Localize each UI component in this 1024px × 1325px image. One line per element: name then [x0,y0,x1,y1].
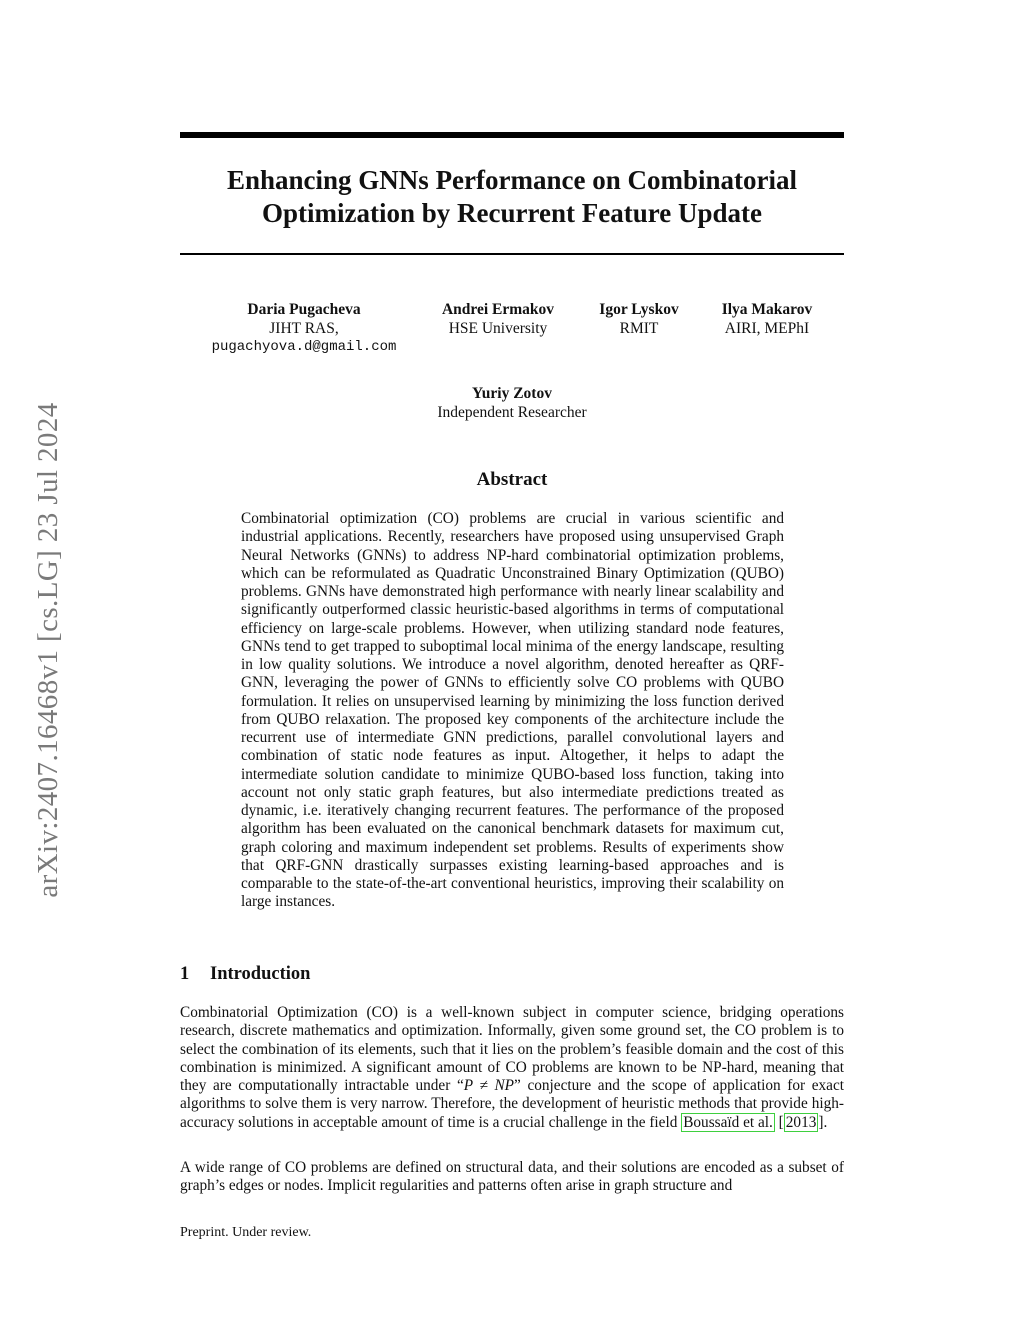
author-email[interactable]: pugachyova.d@gmail.com [211,339,397,355]
author-block-4 [704,300,830,338]
section-heading-introduction [180,964,844,985]
author-name: Igor Lyskov [599,301,679,318]
author-name: Daria Pugacheva [247,301,361,318]
author-block-3 [584,300,694,338]
paper-title: Enhancing GNNs Performance on Combinatorial Optimization by Recurrent Feature Update [227,165,797,228]
intro-text: Combinatorial Optimization (CO) is a well-known subject in computer science, bridging operations research, discrete mathematics and optimization. Informally, given some ground set, the CO problem is to select the combination of its elements, such that it lies on the problem’s feasible domain and the cost of this combination is minimized. A significant amount of CO problems are known to be NP-hard, meaning that they are computationally intractable under “ [180,1004,844,1095]
author-block-5 [412,384,612,422]
author-affiliation: Independent Researcher [437,404,587,421]
inline-math: P ≠ NP [463,1077,515,1095]
intro-paragraph-1: Combinatorial Optimization (CO) is a well-known subject in computer science, bridging operations research, discrete mathematics and optimization. Informally, given some ground set, the CO problem is to select the combination of its elements, such that it lies on the problem’s feasible domain and the cost of this combination is minimized. A significant amount of CO problems are known to be NP-hard, meaning that they are computationally intractable under “P ≠ NP” conjecture and the scope of application for exact algorithms to solve them is very narrow. Therefore, the development of heuristic methods that provide high-accuracy solutions in acceptable amount of time is a crucial challenge in the field Boussaïd et al. [ 2013 ]. [180,1004,844,1131]
author-block-1 [204,300,404,357]
section-title: Introduction [210,964,311,984]
author-affiliation: HSE University [448,320,548,337]
arxiv-identifier-sidebar: arXiv:2407.16468v1 [cs.LG] 23 Jul 2024 [32,402,64,898]
abstract-body: Combinatorial optimization (CO) problems are crucial in various scientific and industrial applications. Recently, researchers have proposed using unsupervised Graph Neural Networks (GNNs) to address NP-hard combinatorial optimization problems, which can be reformulated as Quadratic Unconstrained Binary Optimization (QUBO) problems. GNNs have demonstrated high performance with nearly linear scalability and significantly outperformed classic heuristic-based algorithms in terms of computational efficiency on large-scale problems. However, when utilizing standard node features, GNNs tend to get trapped to suboptimal local minima of the energy landscape, resulting in low quality solutions. We introduce a novel algorithm, denoted hereafter as QRF-GNN, leveraging the power of GNNs to efficiently solve CO problems with QUBO formulation. It relies on unsupervised learning by minimizing the loss function derived from QUBO relaxation. The proposed key components of the architecture include the recurrent use of intermediate GNN predictions, parallel convolutional layers and combination of static node features as input. Altogether, it helps to adapt the intermediate solution candidate to minimize QUBO-based loss function, taking into account not only static graph features, but also intermediate predictions treated as dynamic, i.e. iteratively changing recurrent features. The performance of the proposed algorithm has been evaluated on the canonical benchmark datasets for maximum cut, graph coloring and maximum independent set problems. Results of experiments show that QRF-GNN drastically surpasses existing learning-based approaches and is comparable to the state-of-the-art conventional heuristics, improving their scalability on large instances. [241,510,784,911]
intro-text: ” conjecture and the scope of application for exact algorithms to solve them is very narrow. Therefore, the development of heuristic methods that provide high-accuracy solutions in acceptable amount of time is a crucial challenge in the field [180,1077,844,1131]
footer-note: Preprint. Under review. [180,1225,312,1240]
abstract-heading: Abstract [476,469,548,490]
author-name: Ilya Makarov [721,301,813,318]
citation-link-year[interactable]: 2013 [785,1113,817,1131]
author-affiliation: AIRI, MEPhI [724,320,810,337]
citation-link-authors[interactable]: Boussaïd et al. [683,1113,773,1131]
section-number: 1 [180,964,190,984]
title-top-rule [180,132,844,138]
author-block-2 [422,300,574,338]
author-affiliation: JIHT RAS, [269,320,339,337]
title-bottom-rule [180,253,844,255]
author-name: Yuriy Zotov [472,385,552,402]
intro-paragraph-2: A wide range of CO problems are defined on structural data, and their solutions are encoded as a subset of graph’s edges or nodes. Implicit regularities and patterns often arise in graph structure and [180,1159,844,1195]
author-affiliation: RMIT [619,320,659,337]
author-name: Andrei Ermakov [441,301,555,318]
